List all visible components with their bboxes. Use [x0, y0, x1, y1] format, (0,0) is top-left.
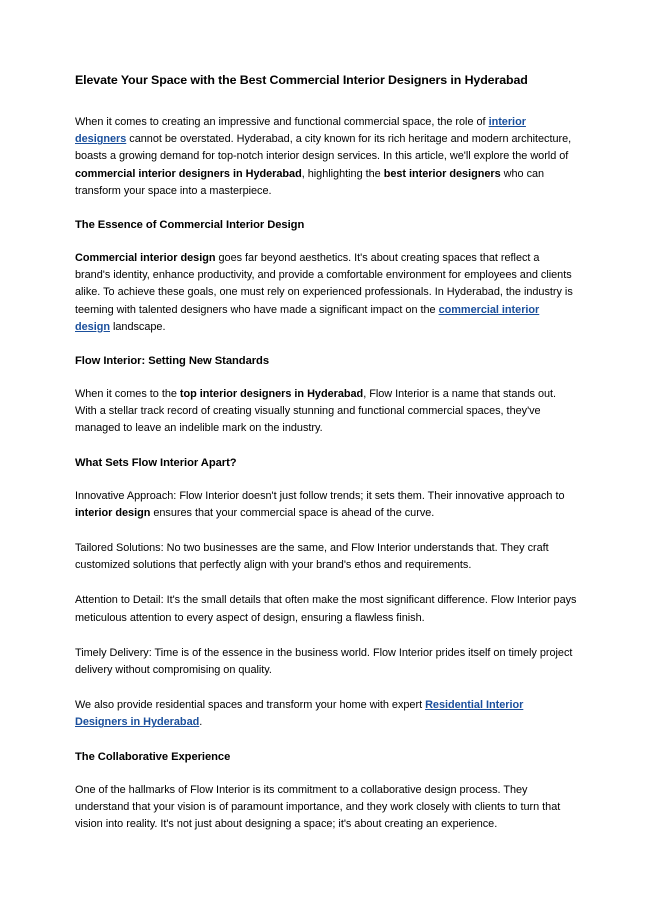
link-interior-designers[interactable]: interior designers — [75, 116, 526, 146]
intro-paragraph — [75, 114, 577, 200]
intro-bold-best-designers: best interior designers — [383, 167, 501, 180]
section-heading-what-sets-apart: What Sets Flow Interior Apart? — [75, 456, 237, 469]
essence-paragraph — [75, 250, 577, 336]
section-heading-essence: The Essence of Commercial Interior Design — [75, 219, 305, 232]
link-commercial-interior-design[interactable]: commercial interior design — [75, 303, 540, 333]
closing-text-part-2: . — [199, 716, 203, 729]
collaborative-paragraph: One of the hallmarks of Flow Interior is its commitment to a collaborative design process. They understand that your vision is of paramount importance, and they work closely with clients to turn that vision into reality. It's not just about designing a space; it's about creating an experience. — [75, 783, 561, 831]
point-1-bold-interior-design: interior design — [75, 506, 151, 519]
point-timely-delivery: Timely Delivery: Time is of the essence in the business world. Flow Interior prides itself on timely project delivery without compromising on quality. — [75, 646, 573, 677]
intro-text-part-1: When it comes to creating an impressive and functional commercial space, the role of — [75, 116, 489, 128]
section-heading-flow-interior: Flow Interior: Setting New Standards — [75, 355, 269, 368]
document-content — [75, 72, 577, 833]
flow-text-part-1: When it comes to the — [75, 388, 180, 401]
flow-bold-top-designers: top interior designers in Hyderabad — [179, 388, 364, 401]
link-residential-interior-designers[interactable]: Residential Interior Designers in Hyderabad — [75, 699, 524, 729]
essence-text-part-1: goes far beyond aesthetics. It's about creating spaces that reflect a brand's identity, enhance productivity, and provide a comfortable environment for employees and clients alike. To achieve these goals, one must rely on experienced professionals. In Hyderabad, the industry is teeming with talented designers who have made a significant impact on the — [75, 252, 573, 316]
essence-text-part-2: landscape. — [109, 320, 166, 333]
page-title: Elevate Your Space with the Best Commercial Interior Designers in Hyderabad — [75, 73, 528, 87]
point-1-text-part-2: ensures that your commercial space is ahead of the curve. — [150, 506, 435, 519]
essence-bold-lead: Commercial interior design — [75, 252, 216, 265]
residential-closing-paragraph — [75, 697, 577, 731]
intro-text-part-2: cannot be overstated. Hyderabad, a city known for its rich heritage and modern architecture, boasts a growing demand for top-notch interior design services. In this article, we'll explore the world of — [75, 133, 572, 163]
intro-text-part-4: who can transform your space into a masterpiece. — [75, 167, 545, 197]
intro-bold-commercial-designers: commercial interior designers in Hyderabad — [75, 167, 302, 180]
point-1-text-part-1: Innovative Approach: Flow Interior doesn't just follow trends; it sets them. Their innovative approach to — [75, 489, 565, 502]
flow-text-part-2: , Flow Interior is a name that stands out. With a stellar track record of creating visually stunning and functional commercial spaces, they've managed to leave an indelible mark on the industry. — [75, 388, 557, 435]
point-attention-to-detail: Attention to Detail: It's the small details that often make the most significant difference. Flow Interior pays meticulous attention to every aspect of design, ensuring a flawless finish. — [75, 594, 577, 624]
section-heading-collaborative-experience: The Collaborative Experience — [75, 750, 231, 763]
flow-interior-paragraph — [75, 386, 577, 438]
intro-text-part-3: , highlighting the — [301, 167, 384, 180]
point-innovative-approach — [75, 488, 577, 522]
point-tailored-solutions: Tailored Solutions: No two businesses are the same, and Flow Interior understands that. They craft customized solutions that perfectly align with your brand's ethos and requirements. — [75, 542, 549, 572]
closing-text-part-1: We also provide residential spaces and transform your home with expert — [75, 699, 426, 712]
